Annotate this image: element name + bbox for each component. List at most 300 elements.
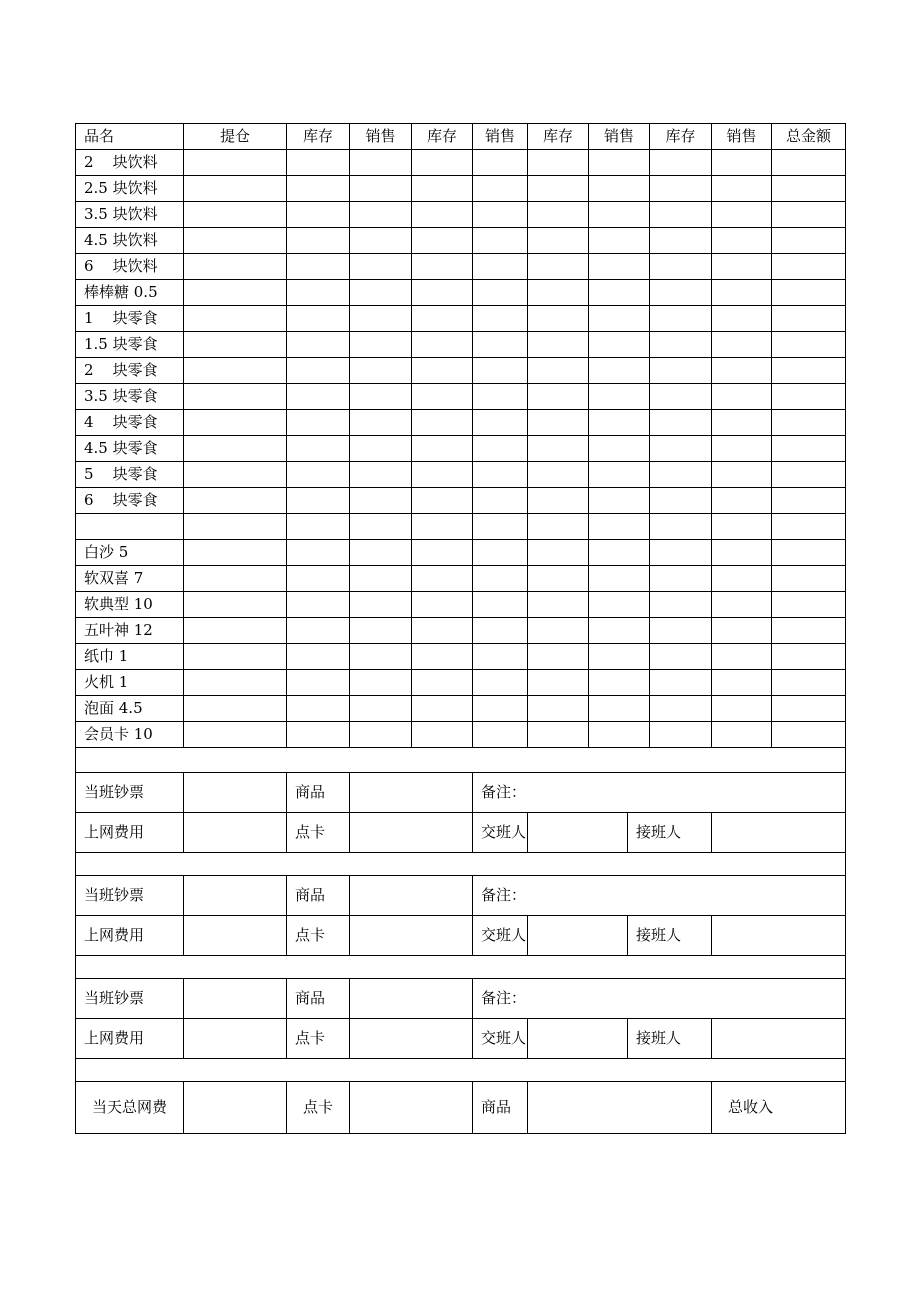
item-row bbox=[76, 670, 846, 696]
item-row bbox=[76, 618, 846, 644]
summary-goods-value[interactable] bbox=[528, 1082, 712, 1134]
entry-cell[interactable] bbox=[650, 306, 712, 332]
entry-cell[interactable] bbox=[589, 644, 650, 670]
entry-cell[interactable] bbox=[287, 306, 350, 332]
entry-cell[interactable] bbox=[473, 696, 528, 722]
entry-cell[interactable] bbox=[772, 332, 846, 358]
entry-cell[interactable] bbox=[350, 696, 412, 722]
entry-cell[interactable] bbox=[412, 644, 473, 670]
entry-cell[interactable] bbox=[650, 488, 712, 514]
entry-cell[interactable] bbox=[184, 618, 287, 644]
summary-goods-label: 商品 bbox=[473, 1082, 528, 1134]
entry-cell[interactable] bbox=[473, 176, 528, 202]
entry-cell[interactable] bbox=[712, 514, 772, 540]
entry-cell[interactable] bbox=[650, 644, 712, 670]
entry-cell[interactable] bbox=[589, 410, 650, 436]
entry-cell[interactable] bbox=[528, 332, 589, 358]
entry-cell[interactable] bbox=[650, 592, 712, 618]
entry-cell[interactable] bbox=[589, 488, 650, 514]
entry-cell[interactable] bbox=[528, 696, 589, 722]
item-row bbox=[76, 410, 846, 436]
total-net-value[interactable] bbox=[184, 1082, 287, 1134]
entry-cell[interactable] bbox=[650, 540, 712, 566]
entry-cell[interactable] bbox=[772, 176, 846, 202]
item-name: 1 块零食 bbox=[76, 306, 184, 332]
entry-cell[interactable] bbox=[184, 150, 287, 176]
entry-cell[interactable] bbox=[589, 358, 650, 384]
entry-cell[interactable] bbox=[772, 488, 846, 514]
entry-cell[interactable] bbox=[528, 566, 589, 592]
item-row bbox=[76, 280, 846, 306]
entry-cell[interactable] bbox=[184, 722, 287, 748]
entry-cell[interactable] bbox=[412, 254, 473, 280]
entry-cell[interactable] bbox=[528, 150, 589, 176]
entry-cell[interactable] bbox=[350, 150, 412, 176]
net-fee-value[interactable] bbox=[184, 1019, 287, 1059]
entry-cell[interactable] bbox=[772, 384, 846, 410]
item-row bbox=[76, 358, 846, 384]
entry-cell[interactable] bbox=[412, 332, 473, 358]
entry-cell[interactable] bbox=[528, 540, 589, 566]
entry-cell[interactable] bbox=[287, 696, 350, 722]
column-header: 库存 bbox=[650, 124, 712, 150]
entry-cell[interactable] bbox=[287, 384, 350, 410]
shift-2-row-a bbox=[76, 876, 846, 916]
entry-cell[interactable] bbox=[528, 644, 589, 670]
entry-cell[interactable] bbox=[473, 488, 528, 514]
separator-row bbox=[76, 748, 846, 773]
entry-cell[interactable] bbox=[650, 566, 712, 592]
entry-cell[interactable] bbox=[589, 722, 650, 748]
entry-cell[interactable] bbox=[528, 254, 589, 280]
entry-cell[interactable] bbox=[528, 670, 589, 696]
total-income-cell[interactable] bbox=[712, 1082, 846, 1134]
entry-cell[interactable] bbox=[589, 436, 650, 462]
handover-value[interactable] bbox=[528, 813, 628, 853]
entry-cell[interactable] bbox=[589, 540, 650, 566]
entry-cell[interactable] bbox=[650, 228, 712, 254]
entry-cell[interactable] bbox=[528, 436, 589, 462]
entry-cell[interactable] bbox=[287, 280, 350, 306]
entry-cell[interactable] bbox=[287, 488, 350, 514]
goods-value[interactable] bbox=[350, 876, 473, 916]
entry-cell[interactable] bbox=[184, 202, 287, 228]
entry-cell[interactable] bbox=[350, 254, 412, 280]
entry-cell[interactable] bbox=[184, 306, 287, 332]
entry-cell[interactable] bbox=[287, 644, 350, 670]
goods-value[interactable] bbox=[350, 979, 473, 1019]
entry-cell[interactable] bbox=[712, 202, 772, 228]
entry-cell[interactable] bbox=[350, 488, 412, 514]
entry-cell[interactable] bbox=[712, 722, 772, 748]
entry-cell[interactable] bbox=[528, 280, 589, 306]
entry-cell[interactable] bbox=[412, 618, 473, 644]
entry-cell[interactable] bbox=[473, 644, 528, 670]
column-header: 库存 bbox=[528, 124, 589, 150]
entry-cell[interactable] bbox=[650, 670, 712, 696]
item-name: 软典型 10 bbox=[76, 592, 184, 618]
entry-cell[interactable] bbox=[650, 514, 712, 540]
entry-cell[interactable] bbox=[412, 540, 473, 566]
entry-cell[interactable] bbox=[473, 592, 528, 618]
entry-cell[interactable] bbox=[287, 670, 350, 696]
entry-cell[interactable] bbox=[287, 228, 350, 254]
entry-cell[interactable] bbox=[589, 176, 650, 202]
entry-cell[interactable] bbox=[473, 332, 528, 358]
entry-cell[interactable] bbox=[589, 254, 650, 280]
entry-cell[interactable] bbox=[473, 306, 528, 332]
entry-cell[interactable] bbox=[772, 696, 846, 722]
item-name: 5 块零食 bbox=[76, 462, 184, 488]
cash-value[interactable] bbox=[184, 876, 287, 916]
entry-cell[interactable] bbox=[589, 514, 650, 540]
entry-cell[interactable] bbox=[650, 436, 712, 462]
entry-cell[interactable] bbox=[412, 488, 473, 514]
entry-cell[interactable] bbox=[412, 514, 473, 540]
item-row bbox=[76, 254, 846, 280]
entry-cell[interactable] bbox=[473, 436, 528, 462]
entry-cell[interactable] bbox=[589, 618, 650, 644]
card-value[interactable] bbox=[350, 1019, 473, 1059]
card-value[interactable] bbox=[350, 916, 473, 956]
entry-cell[interactable] bbox=[712, 410, 772, 436]
entry-cell[interactable] bbox=[287, 566, 350, 592]
entry-cell[interactable] bbox=[589, 592, 650, 618]
item-row bbox=[76, 228, 846, 254]
entry-cell[interactable] bbox=[412, 176, 473, 202]
entry-cell[interactable] bbox=[650, 462, 712, 488]
cash-value[interactable] bbox=[184, 773, 287, 813]
entry-cell[interactable] bbox=[473, 228, 528, 254]
entry-cell[interactable] bbox=[184, 176, 287, 202]
item-row bbox=[76, 384, 846, 410]
item-row bbox=[76, 176, 846, 202]
entry-cell[interactable] bbox=[650, 358, 712, 384]
entry-cell[interactable] bbox=[473, 202, 528, 228]
item-name: 软双喜 7 bbox=[76, 566, 184, 592]
handover-value[interactable] bbox=[528, 1019, 628, 1059]
entry-cell[interactable] bbox=[650, 384, 712, 410]
entry-cell bbox=[76, 514, 184, 540]
entry-cell[interactable] bbox=[412, 202, 473, 228]
goods-value[interactable] bbox=[350, 773, 473, 813]
cash-label: 当班钞票 bbox=[76, 876, 184, 916]
summary-card-label: 点卡 bbox=[287, 1082, 350, 1134]
item-row bbox=[76, 644, 846, 670]
shift-2-row-b bbox=[76, 916, 846, 956]
card-label: 点卡 bbox=[287, 916, 350, 956]
entry-cell[interactable] bbox=[712, 540, 772, 566]
entry-cell[interactable] bbox=[712, 644, 772, 670]
entry-cell[interactable] bbox=[772, 202, 846, 228]
entry-cell[interactable] bbox=[528, 410, 589, 436]
entry-cell[interactable] bbox=[184, 384, 287, 410]
entry-cell[interactable] bbox=[528, 618, 589, 644]
entry-cell[interactable] bbox=[412, 280, 473, 306]
entry-cell[interactable] bbox=[287, 410, 350, 436]
entry-cell[interactable] bbox=[350, 644, 412, 670]
entry-cell[interactable] bbox=[712, 306, 772, 332]
takeover-label: 接班人 bbox=[628, 916, 712, 956]
entry-cell[interactable] bbox=[473, 254, 528, 280]
entry-cell[interactable] bbox=[184, 280, 287, 306]
entry-cell[interactable] bbox=[184, 410, 287, 436]
entry-cell[interactable] bbox=[589, 280, 650, 306]
entry-cell[interactable] bbox=[712, 696, 772, 722]
entry-cell[interactable] bbox=[712, 436, 772, 462]
entry-cell[interactable] bbox=[712, 488, 772, 514]
entry-cell[interactable] bbox=[589, 228, 650, 254]
entry-cell[interactable] bbox=[772, 514, 846, 540]
entry-cell[interactable] bbox=[287, 514, 350, 540]
entry-cell[interactable] bbox=[287, 358, 350, 384]
entry-cell[interactable] bbox=[350, 592, 412, 618]
entry-cell[interactable] bbox=[772, 410, 846, 436]
entry-cell[interactable] bbox=[712, 358, 772, 384]
summary-card-value[interactable] bbox=[350, 1082, 473, 1134]
entry-cell[interactable] bbox=[650, 410, 712, 436]
entry-cell[interactable] bbox=[772, 722, 846, 748]
net-fee-label: 上网费用 bbox=[76, 1019, 184, 1059]
entry-cell[interactable] bbox=[350, 436, 412, 462]
entry-cell[interactable] bbox=[287, 436, 350, 462]
entry-cell[interactable] bbox=[712, 280, 772, 306]
entry-cell[interactable] bbox=[184, 644, 287, 670]
entry-cell[interactable] bbox=[350, 332, 412, 358]
entry-cell[interactable] bbox=[184, 566, 287, 592]
entry-cell[interactable] bbox=[772, 618, 846, 644]
remark-field[interactable]: 备注： bbox=[473, 876, 846, 916]
net-fee-value[interactable] bbox=[184, 813, 287, 853]
entry-cell[interactable] bbox=[528, 722, 589, 748]
entry-cell[interactable] bbox=[287, 618, 350, 644]
item-name: 白沙 5 bbox=[76, 540, 184, 566]
entry-cell[interactable] bbox=[412, 228, 473, 254]
entry-cell[interactable] bbox=[712, 462, 772, 488]
entry-cell[interactable] bbox=[184, 228, 287, 254]
entry-cell[interactable] bbox=[473, 358, 528, 384]
entry-cell[interactable] bbox=[287, 332, 350, 358]
entry-cell[interactable] bbox=[184, 514, 287, 540]
entry-cell[interactable] bbox=[287, 592, 350, 618]
entry-cell[interactable] bbox=[650, 618, 712, 644]
entry-cell[interactable] bbox=[528, 488, 589, 514]
entry-cell[interactable] bbox=[528, 462, 589, 488]
entry-cell[interactable] bbox=[350, 176, 412, 202]
entry-cell[interactable] bbox=[712, 254, 772, 280]
entry-cell[interactable] bbox=[184, 254, 287, 280]
entry-cell[interactable] bbox=[350, 306, 412, 332]
entry-cell[interactable] bbox=[184, 488, 287, 514]
entry-cell[interactable] bbox=[412, 670, 473, 696]
entry-cell[interactable] bbox=[287, 150, 350, 176]
entry-cell[interactable] bbox=[528, 514, 589, 540]
card-value[interactable] bbox=[350, 813, 473, 853]
entry-cell[interactable] bbox=[350, 722, 412, 748]
entry-cell[interactable] bbox=[712, 228, 772, 254]
entry-cell[interactable] bbox=[528, 358, 589, 384]
column-header: 销售 bbox=[473, 124, 528, 150]
entry-cell[interactable] bbox=[712, 150, 772, 176]
takeover-value[interactable] bbox=[712, 813, 846, 853]
entry-cell[interactable] bbox=[772, 280, 846, 306]
cash-label: 当班钞票 bbox=[76, 979, 184, 1019]
entry-cell[interactable] bbox=[412, 150, 473, 176]
entry-cell[interactable] bbox=[473, 150, 528, 176]
entry-cell[interactable] bbox=[772, 254, 846, 280]
remark-field[interactable]: 备注： bbox=[473, 979, 846, 1019]
entry-cell[interactable] bbox=[350, 358, 412, 384]
entry-cell[interactable] bbox=[350, 540, 412, 566]
card-label: 点卡 bbox=[287, 1019, 350, 1059]
separator-row bbox=[76, 1059, 846, 1082]
entry-cell[interactable] bbox=[184, 592, 287, 618]
entry-cell[interactable] bbox=[772, 358, 846, 384]
entry-cell[interactable] bbox=[350, 280, 412, 306]
entry-cell[interactable] bbox=[712, 384, 772, 410]
takeover-value[interactable] bbox=[712, 1019, 846, 1059]
entry-cell[interactable] bbox=[712, 176, 772, 202]
entry-cell[interactable] bbox=[589, 696, 650, 722]
entry-cell[interactable] bbox=[184, 332, 287, 358]
entry-cell[interactable] bbox=[473, 722, 528, 748]
entry-cell[interactable] bbox=[287, 254, 350, 280]
entry-cell[interactable] bbox=[589, 150, 650, 176]
entry-cell[interactable] bbox=[772, 228, 846, 254]
entry-cell[interactable] bbox=[412, 722, 473, 748]
entry-cell[interactable] bbox=[772, 644, 846, 670]
entry-cell[interactable] bbox=[184, 540, 287, 566]
item-name: 6 块零食 bbox=[76, 488, 184, 514]
item-row bbox=[76, 592, 846, 618]
net-fee-label: 上网费用 bbox=[76, 813, 184, 853]
entry-cell[interactable] bbox=[350, 228, 412, 254]
entry-cell[interactable] bbox=[589, 670, 650, 696]
entry-cell[interactable] bbox=[412, 592, 473, 618]
entry-cell[interactable] bbox=[473, 540, 528, 566]
entry-cell[interactable] bbox=[528, 176, 589, 202]
entry-cell[interactable] bbox=[473, 514, 528, 540]
entry-cell[interactable] bbox=[184, 436, 287, 462]
entry-cell[interactable] bbox=[589, 384, 650, 410]
entry-cell[interactable] bbox=[412, 436, 473, 462]
entry-cell[interactable] bbox=[589, 566, 650, 592]
item-row bbox=[76, 540, 846, 566]
column-header: 总金额 bbox=[772, 124, 846, 150]
entry-cell[interactable] bbox=[412, 384, 473, 410]
entry-cell[interactable] bbox=[350, 670, 412, 696]
entry-cell[interactable] bbox=[528, 202, 589, 228]
handover-label: 交班人 bbox=[473, 813, 528, 853]
takeover-value[interactable] bbox=[712, 916, 846, 956]
entry-cell[interactable] bbox=[772, 436, 846, 462]
entry-cell[interactable] bbox=[287, 202, 350, 228]
handover-value[interactable] bbox=[528, 916, 628, 956]
entry-cell[interactable] bbox=[350, 618, 412, 644]
entry-cell[interactable] bbox=[772, 670, 846, 696]
entry-cell[interactable] bbox=[473, 280, 528, 306]
entry-cell[interactable] bbox=[650, 150, 712, 176]
entry-cell[interactable] bbox=[473, 410, 528, 436]
entry-cell[interactable] bbox=[350, 384, 412, 410]
item-name: 2.5 块饮料 bbox=[76, 176, 184, 202]
entry-cell[interactable] bbox=[650, 722, 712, 748]
net-fee-value[interactable] bbox=[184, 916, 287, 956]
entry-cell[interactable] bbox=[473, 618, 528, 644]
entry-cell[interactable] bbox=[184, 462, 287, 488]
entry-cell[interactable] bbox=[412, 566, 473, 592]
entry-cell[interactable] bbox=[589, 332, 650, 358]
entry-cell[interactable] bbox=[650, 280, 712, 306]
entry-cell[interactable] bbox=[412, 410, 473, 436]
entry-cell[interactable] bbox=[712, 566, 772, 592]
cash-value[interactable] bbox=[184, 979, 287, 1019]
entry-cell[interactable] bbox=[650, 176, 712, 202]
entry-cell[interactable] bbox=[473, 384, 528, 410]
entry-cell[interactable] bbox=[772, 566, 846, 592]
entry-cell[interactable] bbox=[528, 228, 589, 254]
entry-cell[interactable] bbox=[650, 202, 712, 228]
entry-cell[interactable] bbox=[412, 696, 473, 722]
entry-cell[interactable] bbox=[350, 462, 412, 488]
entry-cell[interactable] bbox=[412, 306, 473, 332]
entry-cell[interactable] bbox=[712, 670, 772, 696]
entry-cell[interactable] bbox=[772, 306, 846, 332]
entry-cell[interactable] bbox=[589, 306, 650, 332]
handover-label: 交班人 bbox=[473, 916, 528, 956]
entry-cell[interactable] bbox=[473, 462, 528, 488]
entry-cell[interactable] bbox=[650, 332, 712, 358]
entry-cell[interactable] bbox=[350, 202, 412, 228]
entry-cell[interactable] bbox=[772, 462, 846, 488]
entry-cell[interactable] bbox=[473, 566, 528, 592]
shift-3-row-b bbox=[76, 1019, 846, 1059]
entry-cell[interactable] bbox=[650, 696, 712, 722]
column-header: 品名 bbox=[76, 124, 184, 150]
entry-cell[interactable] bbox=[772, 592, 846, 618]
entry-cell[interactable] bbox=[712, 618, 772, 644]
entry-cell[interactable] bbox=[287, 462, 350, 488]
header-row bbox=[76, 124, 846, 150]
entry-cell[interactable] bbox=[772, 540, 846, 566]
entry-cell[interactable] bbox=[473, 670, 528, 696]
entry-cell[interactable] bbox=[712, 332, 772, 358]
entry-cell[interactable] bbox=[528, 306, 589, 332]
entry-cell[interactable] bbox=[772, 150, 846, 176]
entry-cell[interactable] bbox=[412, 358, 473, 384]
entry-cell[interactable] bbox=[184, 358, 287, 384]
entry-cell[interactable] bbox=[184, 670, 287, 696]
entry-cell[interactable] bbox=[350, 566, 412, 592]
entry-cell[interactable] bbox=[350, 514, 412, 540]
entry-cell[interactable] bbox=[287, 176, 350, 202]
entry-cell[interactable] bbox=[528, 384, 589, 410]
entry-cell[interactable] bbox=[412, 462, 473, 488]
entry-cell[interactable] bbox=[528, 592, 589, 618]
remark-field[interactable]: 备注： bbox=[473, 773, 846, 813]
entry-cell[interactable] bbox=[589, 462, 650, 488]
entry-cell[interactable] bbox=[712, 592, 772, 618]
entry-cell[interactable] bbox=[287, 540, 350, 566]
item-name: 3.5 块饮料 bbox=[76, 202, 184, 228]
entry-cell[interactable] bbox=[650, 254, 712, 280]
entry-cell[interactable] bbox=[589, 202, 650, 228]
entry-cell[interactable] bbox=[287, 722, 350, 748]
shift-summary-table bbox=[75, 747, 846, 1134]
column-header: 销售 bbox=[712, 124, 772, 150]
entry-cell[interactable] bbox=[350, 410, 412, 436]
entry-cell[interactable] bbox=[184, 696, 287, 722]
